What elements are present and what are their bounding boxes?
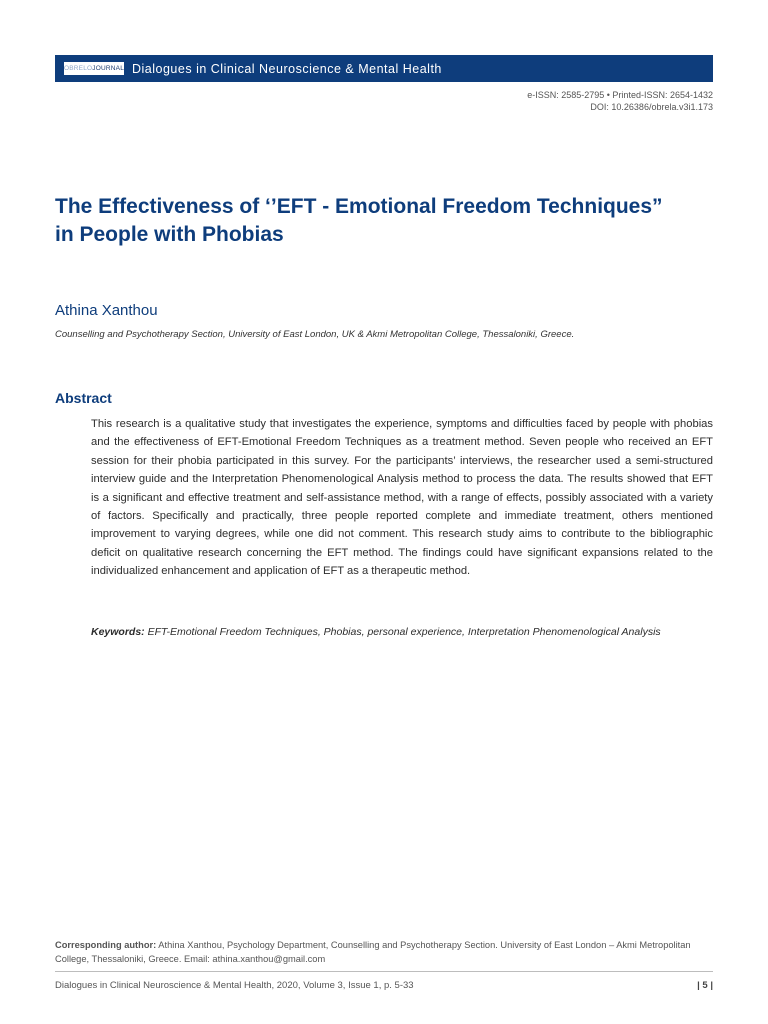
doi-line: DOI: 10.26386/obrela.v3i1.173: [590, 102, 713, 112]
identifiers-block: [527, 89, 713, 113]
footer-divider: [55, 971, 713, 972]
journal-header-bar: [55, 55, 713, 82]
keywords-label: Keywords:: [91, 626, 145, 638]
corresponding-author-text: Athina Xanthou, Psychology Department, Counselling and Psychotherapy Section. University of East London – Akmi Metropolitan College, Thessaloniki, Greece. Email: athina.xanthou@gmail.com: [55, 940, 691, 964]
journal-name: Dialogues in Clinical Neuroscience & Mental Health: [132, 61, 442, 76]
title-line-2: in People with Phobias: [55, 223, 284, 246]
journal-logo: [64, 62, 124, 75]
page-number: | 5 |: [697, 980, 713, 991]
keywords-line: [91, 626, 731, 638]
corresponding-author-label: Corresponding author:: [55, 940, 157, 950]
article-title: [55, 193, 715, 249]
logo-text-obrelo: OBRELO: [63, 65, 93, 72]
abstract-body: This research is a qualitative study that investigates the experience, symptoms and difficulties faced by people with phobias and the effectiveness of EFT-Emotional Freedom Techniques as a treatment method. Seven people who received an EFT session for their phobia participated in this survey. For the participants’ interviews, the researcher used a semi-structured interview guide and the Interpretation Phenomenological Analysis method to process the data. The results showed that EFT is a significant and effective treatment and self-assistance method, with a range of effects, possibly associated with a variety of factors. Specifically and practically, three people reported complete and immediate treatment, others mentioned improvement to varying degrees, while one did not comment. This research study aims to contribute to the bibliographic deficit on qualitative research concerning the EFT method. The findings could have significant expansions related to the individualized enhancement and application of EFT as a therapeutic method.: [91, 418, 713, 578]
corresponding-author-note: [55, 939, 715, 966]
author-name: Athina Xanthou: [55, 302, 158, 319]
footer-citation: Dialogues in Clinical Neuroscience & Mental Health, 2020, Volume 3, Issue 1, p. 5-33: [55, 980, 414, 991]
author-affiliation: Counselling and Psychotherapy Section, University of East London, UK & Akmi Metropolitan College, Thessaloniki, Greece.: [55, 329, 575, 340]
logo-text-journal: JOURNAL: [92, 65, 125, 72]
title-line-1: The Effectiveness of ‘’EFT - Emotional Freedom Techniques”: [55, 195, 663, 218]
abstract-heading: Abstract: [55, 390, 112, 406]
keywords-text: EFT-Emotional Freedom Techniques, Phobias, personal experience, Interpretation Phenomenological Analysis: [144, 626, 661, 638]
issn-line: e-ISSN: 2585-2795 • Printed-ISSN: 2654-1432: [527, 90, 713, 100]
